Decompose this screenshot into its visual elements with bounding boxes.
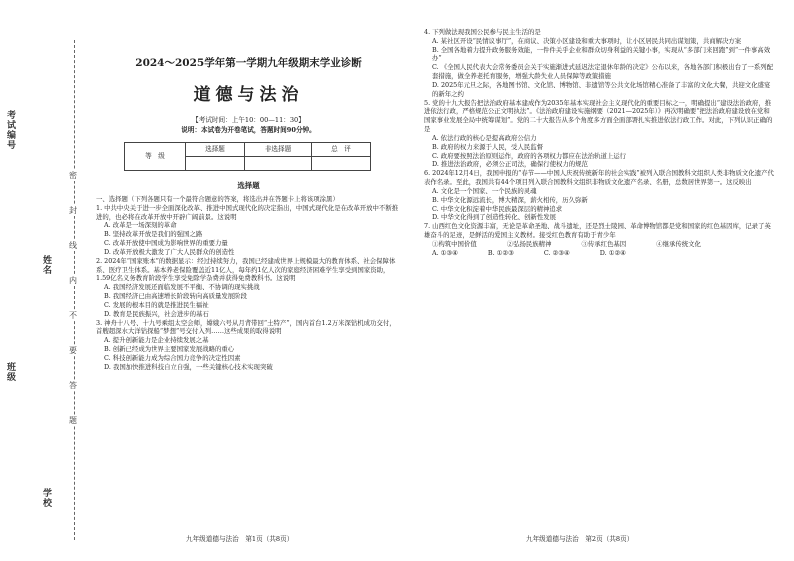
question-option: B. 中华文化源远流长，博大精深，薪火相传，历久弥新 (432, 195, 588, 204)
class-label: 班级 (5, 362, 15, 382)
seal-char: 不 (69, 311, 77, 320)
seal-char: 封 (69, 206, 77, 215)
question-option: C. 政府要按照法治原则运作，政府的各项权力都应在法治轨道上运行 (432, 151, 627, 160)
question-option: B. 我国经济已由高速增长阶段转向高质量发展阶段 (104, 292, 247, 301)
question-option: C. 发展的根本目的就是推进民生福祉 (104, 300, 209, 309)
page-2-footer: 九年级道德与法治 第2页（共8页） (526, 535, 634, 543)
section-intro: 一、选择题（下列各题只有一个最符合题意的答案，将选出并在答题卡上将该项涂黑） (96, 194, 339, 203)
binding-sidebar (0, 0, 92, 561)
question-option: A. 改革是一场深刻的革命 (104, 221, 177, 230)
exam-time: 【考试时间：上午10：00—11：30】 (192, 115, 305, 124)
question-stem: 4. 下列做法现我国公民参与民主生活的是 (424, 28, 541, 36)
question-option: B. 全国各地着力提升政务服务效能，一件件关乎企业和群众切身利益的关键小事，实现从“多部门来回跑”到“一件事高效办” (432, 45, 771, 63)
question-stem: 7. 山西红色文化资源丰富，无论是革命圣地、战斗遗址，还是烈士陵园、革命博物馆都是党和国家的红色基因库，记录了英雄奋斗的足迹，是鲜活的爱国主义教材。接受红色教育有助于青少年 (424, 222, 771, 240)
seal-char: 密 (69, 171, 77, 180)
seal-char: 要 (69, 346, 77, 355)
page-2 (424, 28, 776, 258)
question-option: A. 提升创新能力是企业持续发展之基 (104, 336, 209, 345)
score-col-choice: 选择题 (186, 142, 245, 156)
statement-item: ③传承红色基因 (581, 239, 627, 248)
answer-choice: C. ②③④ (543, 248, 570, 257)
seal-char: 内 (69, 276, 77, 285)
seal-char: 答 (69, 381, 77, 390)
question-stem: 2. 2024年“国家账本”的数据显示：经过持续努力，我国已经建成世界上规模最大的教育体系、社会保障体系、医疗卫生体系。基本养老保险覆盖近11亿人，每年约1亿人次的家庭经济困难学生享受到国家资助，1.59亿名义务教育阶段学生享受免除学杂费并获得免费教科书。这说明 (96, 256, 396, 283)
score-cell[interactable] (245, 156, 312, 170)
question-option: B. 坚持改革开放是我们的强国之路 (104, 230, 203, 239)
score-cell[interactable] (186, 156, 245, 170)
statement-item: ②弘扬民族精神 (506, 239, 552, 248)
section-title: 选择题 (237, 180, 260, 190)
instructions: 说明：本试卷为开卷笔试，答题时间90分钟。 (181, 125, 316, 134)
page-1 (96, 28, 401, 372)
seal-char: 线 (69, 241, 77, 250)
choice-row (432, 249, 776, 258)
answer-choice: A. ①③④ (432, 248, 458, 257)
page-1-footer: 九年级道德与法治 第1页（共8页） (186, 535, 294, 543)
statement-item: ①构筑中国价值 (432, 239, 477, 248)
question-option: A. 文化是一个国家、一个民族的灵魂 (432, 186, 537, 195)
statement-item: ④继承传统文化 (656, 239, 701, 248)
question-option: A. 我国经济发展还面临发展不平衡、不协调的现实挑战 (104, 283, 260, 292)
question-option: B. 政府的权力来源于人民，受人民监督 (432, 142, 544, 151)
subject-title: 道德与法治 (193, 85, 304, 106)
question-option: D. 我国加快推进科技自立自强，一些关键核心技术实现突破 (104, 362, 273, 371)
question-option: D. 改革开放极大激发了广大人民群众的创造性 (104, 247, 235, 256)
question-option: B. 创新已经成为世界主要国家发展战略的重心 (104, 345, 235, 354)
seal-line (74, 40, 75, 540)
school-label: 学校 (41, 488, 51, 508)
answer-choice: B. ①②③ (487, 248, 514, 257)
question-stem: 5. 党的十九大报告把法治政府基本建成作为2035年基本实现社会主义现代化的重要目标之一，明确提出“建设法治政府，推进依法行政，严格规范公正文明执法”。《法治政府建设实施纲要（2021—2025年）》再次明确要“把法治政府建设放在党和国家事业发展全局中统筹谋划”。党的二十大报告从多个角度多方面全面部署扎实推进依法行政工作。对此，下列认识正确的是 (424, 98, 773, 134)
question-option: D. 2025年元旦之际，各地图书馆、文化馆、博物馆、非遗馆等公共文化场馆精心准备了丰富的文化大餐，共迎文化盛宴的新年之约 (432, 80, 771, 98)
answer-choice: D. ①②④ (599, 248, 626, 257)
question-stem: 6. 2024年12月4日，我国申报的“春节——中国人庆祝传统新年的社会实践”被列入联合国教科文组织人类非物质文化遗产代表作名录。至此，我国共有44个项目列入联合国教科文组织非物质文化遗产名录、名册，总数居世界第一。这反映出 (424, 169, 774, 187)
exam-number-label: 考试编号 (5, 110, 15, 150)
exam-header: 2024～2025学年第一学期九年级期末学业诊断 (135, 57, 362, 69)
score-col-nonchoice: 非选择题 (245, 142, 312, 156)
question-option: D. 教育是民族振兴，社会进步的基石 (104, 309, 209, 318)
score-grade-label: 等 级 (125, 142, 186, 170)
name-label: 姓名 (41, 255, 51, 275)
question-option: C. 中华文化积淀着中华民族最深层的精神追求 (432, 204, 563, 213)
statement-row (432, 240, 776, 249)
question-option: A. 某社区开设“民情议事厅”，在商议、决策小区建设和重大事项时，让小区居民共同出谋划策，共商解决方案 (432, 36, 742, 45)
question-stem: 3. 神舟十八号、十九号乘组太空会师，嫦娥六号从月背带回“土特产”，国内首台1.2万米深钻机成功交付，首艘超深水大洋钻探船“梦想”号交付入列……这些成果的取得说明 (96, 318, 396, 336)
seal-char: 题 (69, 416, 77, 425)
question-stem: 1. 中共中央关于进一步全面深化改革、推进中国式现代化的决定指出，中国式现代化是在改革开放中不断推进的，也必将在改革开放中开辟广阔前景。这说明 (96, 203, 399, 221)
question-option: C. 科技创新能力成为综合国力竞争的决定性因素 (104, 353, 241, 362)
question-option: C. 《全国人民代表大会常务委员会关于实施渐进式延迟法定退休年龄的决定》公布以来，各地各部门积极出台了一系列配套措施，做全养老托育服务，增强大龄失业人员保障等政策措施 (432, 63, 774, 81)
score-cell[interactable] (312, 156, 371, 170)
score-table (124, 142, 371, 171)
question-option: A. 依法行政的核心是提高政府公信力 (432, 133, 537, 142)
question-option: D. 推进法治政府，必须公正司法，确保行使权力的规范 (432, 160, 588, 169)
question-option: D. 中华文化得到了创造性转化、创新性发展 (432, 213, 556, 222)
question-option: C. 改革开放使中国成为影响世界的重要力量 (104, 239, 228, 248)
score-col-total: 总 评 (312, 142, 371, 156)
